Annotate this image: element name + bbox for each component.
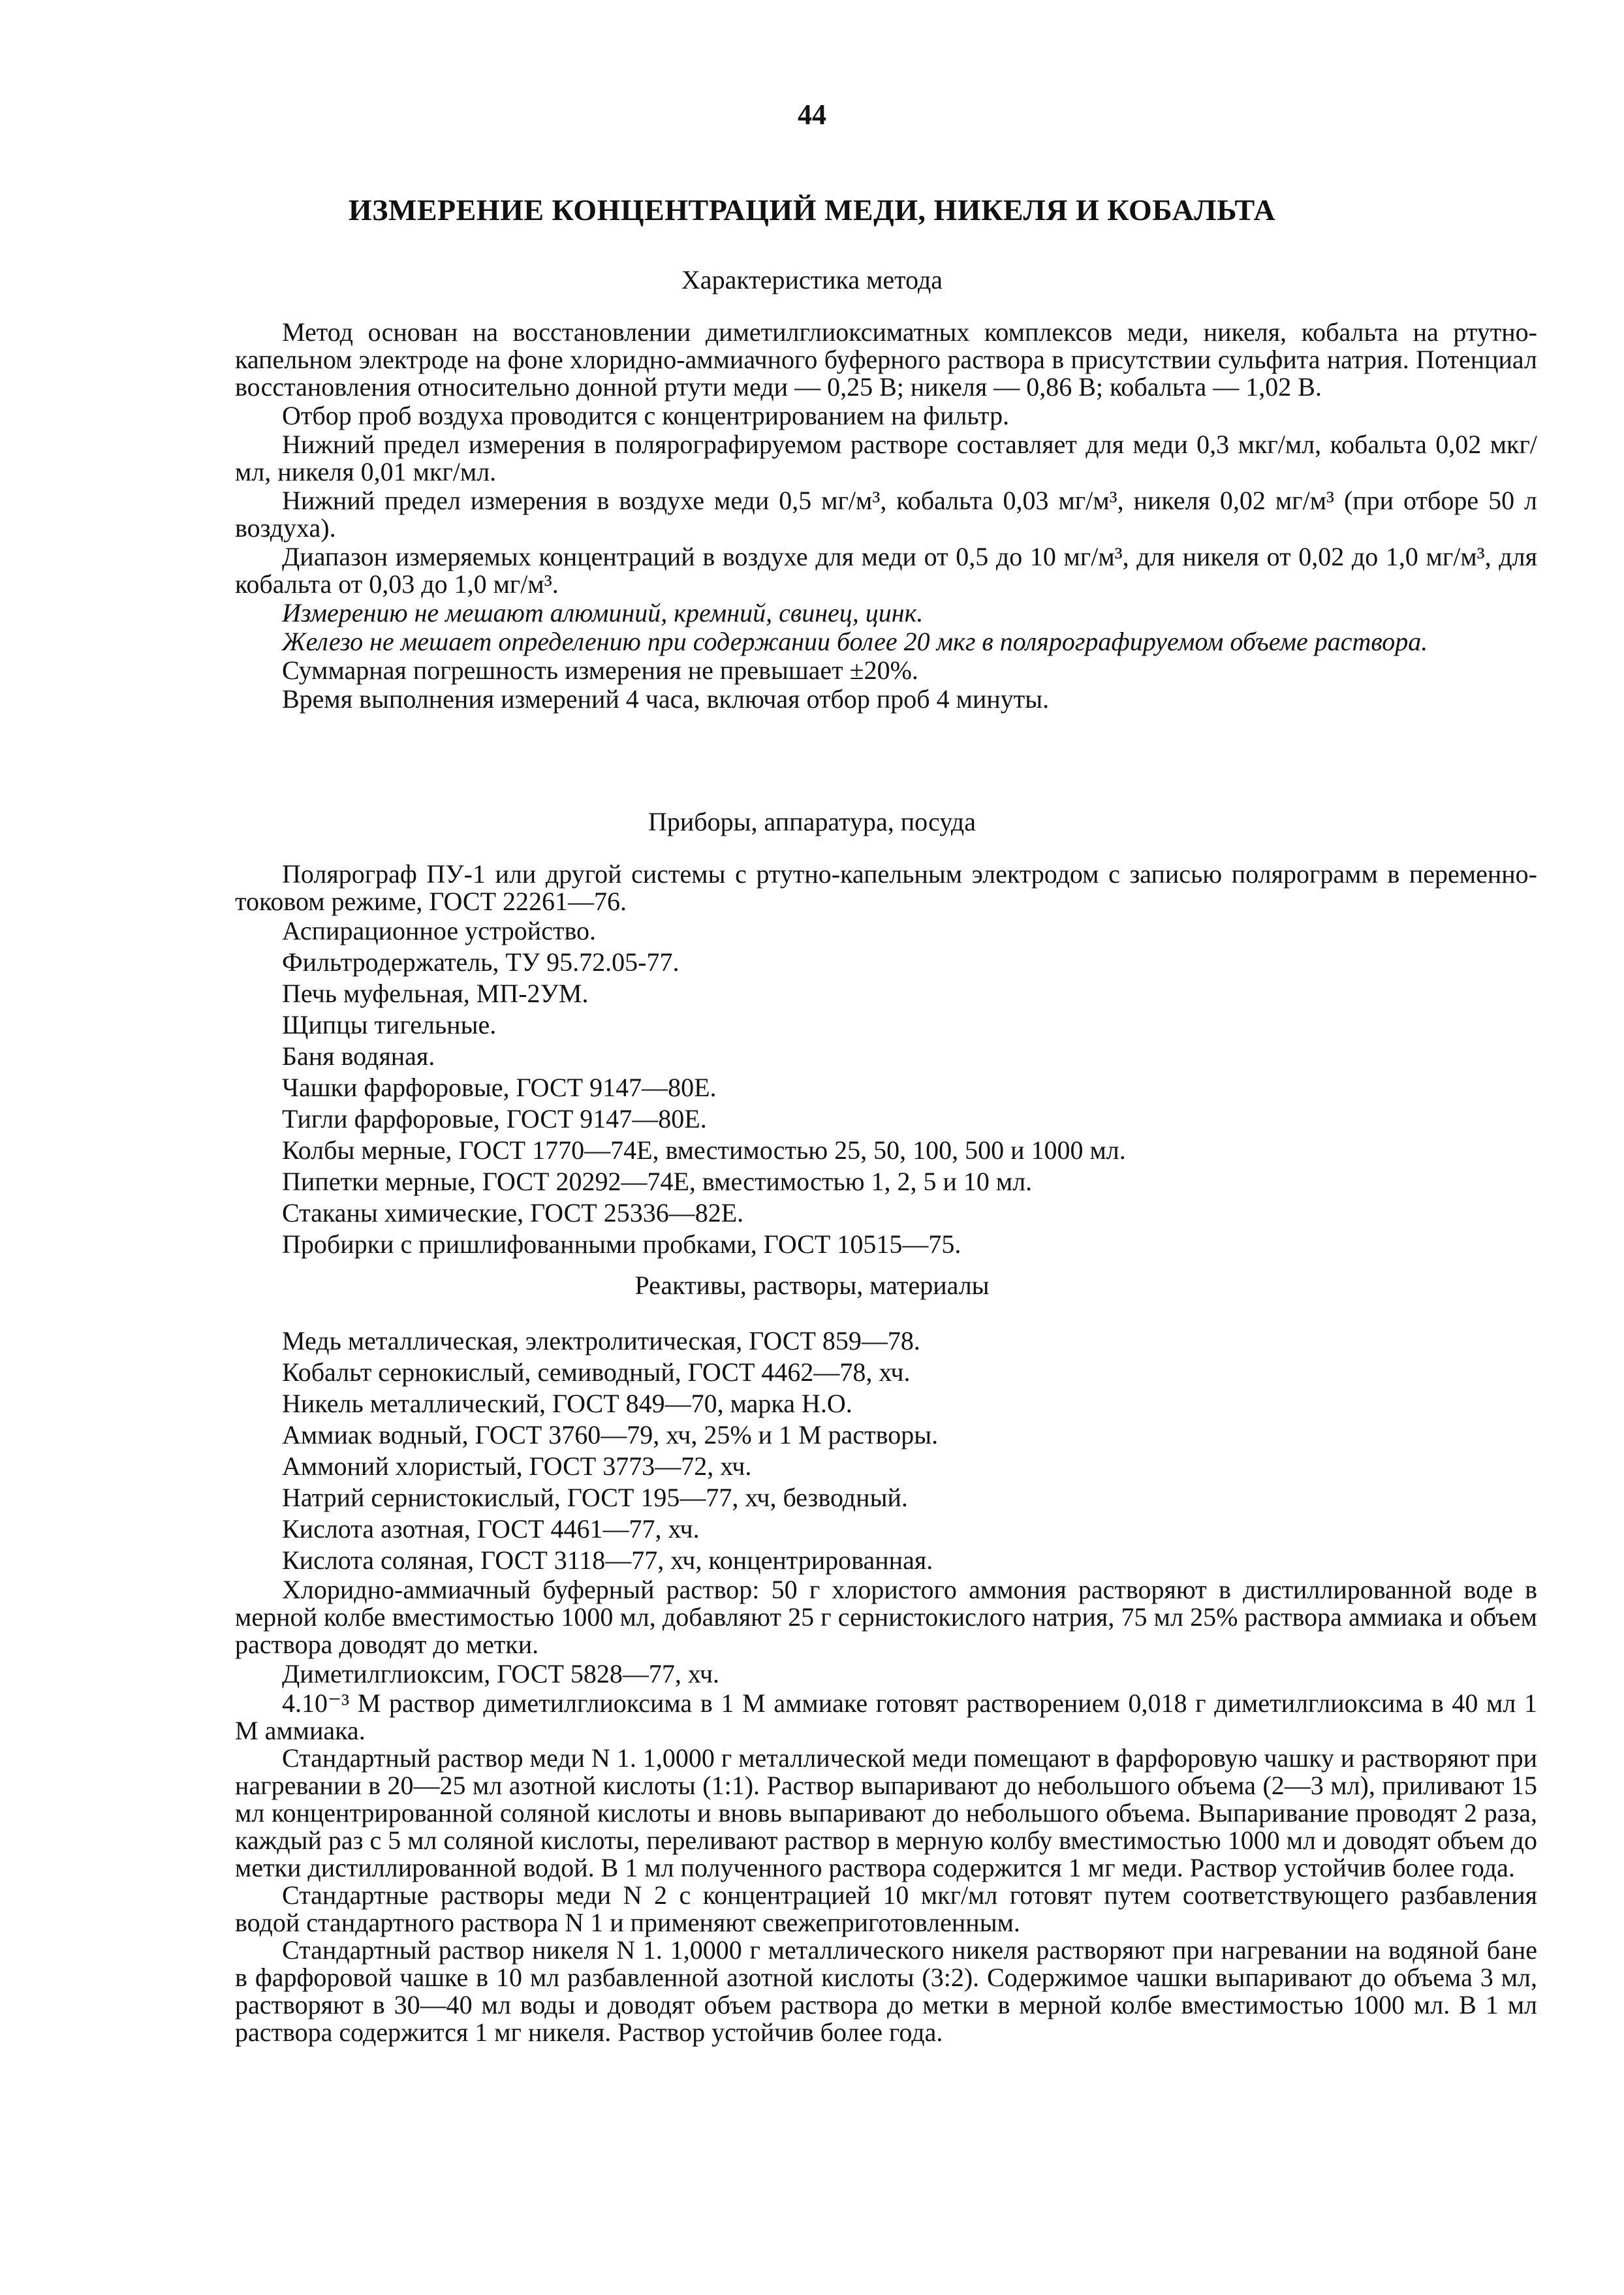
paragraph: Время выполнения измерений 4 часа, включая отбор проб 4 минуты. bbox=[282, 684, 1050, 714]
list-item: Стандартные растворы меди N 2 с концентрацией 10 мкг/мл готовят путем соответствующего разбавления водой стандартного раствора N 1 и применяют свежеприготовленным. bbox=[235, 1880, 1537, 1937]
list-item: Кислота азотная, ГОСТ 4461—77, хч. bbox=[282, 1514, 700, 1543]
list-item: Стандартный раствор никеля N 1. 1,0000 г металлического никеля растворяют при нагревании на водяной бане в фарфоровой чашке в 10 мл разбавленной азотной кислоты (3:2). Содержимое чашки выпаривают до объема 3 мл, растворяют в 30—40 мл воды и доводят объем раствора до метки в мерной колбе вместимостью 1000 мл. В 1 мл раствора содержится 1 мг никеля. Раствор устойчив более года. bbox=[235, 1935, 1537, 2047]
list-item: Тигли фарфоровые, ГОСТ 9147—80Е. bbox=[282, 1104, 707, 1133]
list-item: Печь муфельная, МП-2УМ. bbox=[282, 979, 589, 1008]
page-title: ИЗМЕРЕНИЕ КОНЦЕНТРАЦИЙ МЕДИ, НИКЕЛЯ И КОБАЛЬТА bbox=[348, 193, 1276, 227]
paragraph: Метод основан на восстановлении диметилглиоксиматных комплексов меди, никеля, кобальта на ртутно-капельном электроде на фоне хлоридно-аммиачного буферного раствора в присутствии сульфита натрия. Потенциал восстановления относительно донной ртути меди — 0,25 В; никеля — 0,86 В; кобальта — 1,02 В. bbox=[235, 317, 1537, 402]
section-heading-method: Характеристика метода bbox=[681, 265, 943, 294]
list-item: Стандартный раствор меди N 1. 1,0000 г металлической меди помещают в фарфоровую чашку и растворяют при нагревании в 20—25 мл азотной кислоты (1:1). Раствор выпаривают до небольшого объема (2—3 мл), приливают 15 мл концентрированной соляной кислоты и вновь выпаривают до небольшого объема. Выпаривание проводят 2 раза, каждый раз с 5 мл соляной кислоты, переливают раствор в мерную колбу вместимостью 1000 мл и доводят объем до метки дистиллированной водой. В 1 мл полученного раствора содержится 1 мг меди. Раствор устойчив более года. bbox=[235, 1743, 1537, 1882]
list-item: Хлоридно-аммиачный буферный раствор: 50 г хлористого аммония растворяют в дистиллированной воде в мерной колбе вместимостью 1000 мл, добавляют 25 г сернистокислого натрия, 75 мл 25% раствора аммиака и объем раствора доводят до метки. bbox=[235, 1575, 1537, 1659]
paragraph: Суммарная погрешность измерения не превышает ±20%. bbox=[282, 656, 918, 685]
paragraph: Измерению не мешают алюминий, кремний, свинец, цинк. bbox=[282, 598, 924, 627]
list-item: Колбы мерные, ГОСТ 1770—74Е, вместимостью 25, 50, 100, 500 и 1000 мл. bbox=[282, 1135, 1126, 1165]
list-item: Аммиак водный, ГОСТ 3760—79, хч, 25% и 1 М растворы. bbox=[282, 1420, 939, 1449]
list-item: Натрий сернистокислый, ГОСТ 195—77, хч, безводный. bbox=[282, 1483, 908, 1512]
section-body-method bbox=[235, 319, 1537, 714]
list-item: Пробирки с пришлифованными пробками, ГОСТ 10515—75. bbox=[282, 1229, 961, 1259]
paragraph: Отбор проб воздуха проводится с концентрированием на фильтр. bbox=[282, 401, 1010, 430]
list-item: Кобальт сернокислый, семиводный, ГОСТ 4462—78, хч. bbox=[282, 1357, 911, 1387]
list-item: Медь металлическая, электролитическая, ГОСТ 859—78. bbox=[282, 1326, 920, 1355]
section-heading-reagents: Реактивы, растворы, материалы bbox=[634, 1271, 990, 1300]
paragraph: Нижний предел измерения в воздухе меди 0,5 мг/м³, кобальта 0,03 мг/м³, никеля 0,02 мг/м³ (при отборе 50 л воздуха). bbox=[235, 486, 1537, 543]
list-item: Аммоний хлористый, ГОСТ 3773—72, хч. bbox=[282, 1451, 752, 1481]
list-item: Полярограф ПУ-1 или другой системы с ртутно-капельным электродом с записью полярограмм в переменно-токовом режиме, ГОСТ 22261—76. bbox=[235, 859, 1537, 916]
list-item: Пипетки мерные, ГОСТ 20292—74Е, вместимостью 1, 2, 5 и 10 мл. bbox=[282, 1167, 1033, 1196]
list-item: Фильтродержатель, ТУ 95.72.05-77. bbox=[282, 947, 679, 977]
section-body-equipment bbox=[235, 861, 1537, 1260]
list-item: Щипцы тигельные. bbox=[282, 1010, 497, 1039]
list-item: 4.10⁻³ М раствор диметилглиоксима в 1 М аммиаке готовят растворением 0,018 г диметилглиоксима в 40 мл 1 М аммиака. bbox=[235, 1688, 1537, 1745]
section-heading-equipment: Приборы, аппаратура, посуда bbox=[648, 807, 976, 836]
list-item: Стаканы химические, ГОСТ 25336—82Е. bbox=[282, 1198, 744, 1227]
list-item: Кислота соляная, ГОСТ 3118—77, хч, концентрированная. bbox=[282, 1545, 933, 1575]
list-item: Диметилглиоксим, ГОСТ 5828—77, хч. bbox=[282, 1659, 719, 1688]
list-item: Никель металлический, ГОСТ 849—70, марка Н.О. bbox=[282, 1389, 852, 1418]
list-item: Баня водяная. bbox=[282, 1041, 435, 1071]
section-body-reagents bbox=[235, 1325, 1537, 2046]
paragraph: Диапазон измеряемых концентраций в воздухе для меди от 0,5 до 10 мг/м³, для никеля от 0,02 до 1,0 мг/м³, для кобальта от 0,03 до 1,0 мг/м³. bbox=[235, 542, 1537, 599]
page-number: 44 bbox=[798, 99, 826, 131]
list-item: Аспирационное устройство. bbox=[282, 916, 597, 945]
paragraph: Железо не мешает определению при содержании более 20 мкг в полярографируемом объеме раствора. bbox=[282, 627, 1428, 656]
list-item: Чашки фарфоровые, ГОСТ 9147—80Е. bbox=[282, 1073, 717, 1102]
paragraph: Нижний предел измерения в полярографируемом растворе составляет для меди 0,3 мкг/мл, кобальта 0,02 мкг/мл, никеля 0,01 мкг/мл. bbox=[235, 430, 1537, 486]
